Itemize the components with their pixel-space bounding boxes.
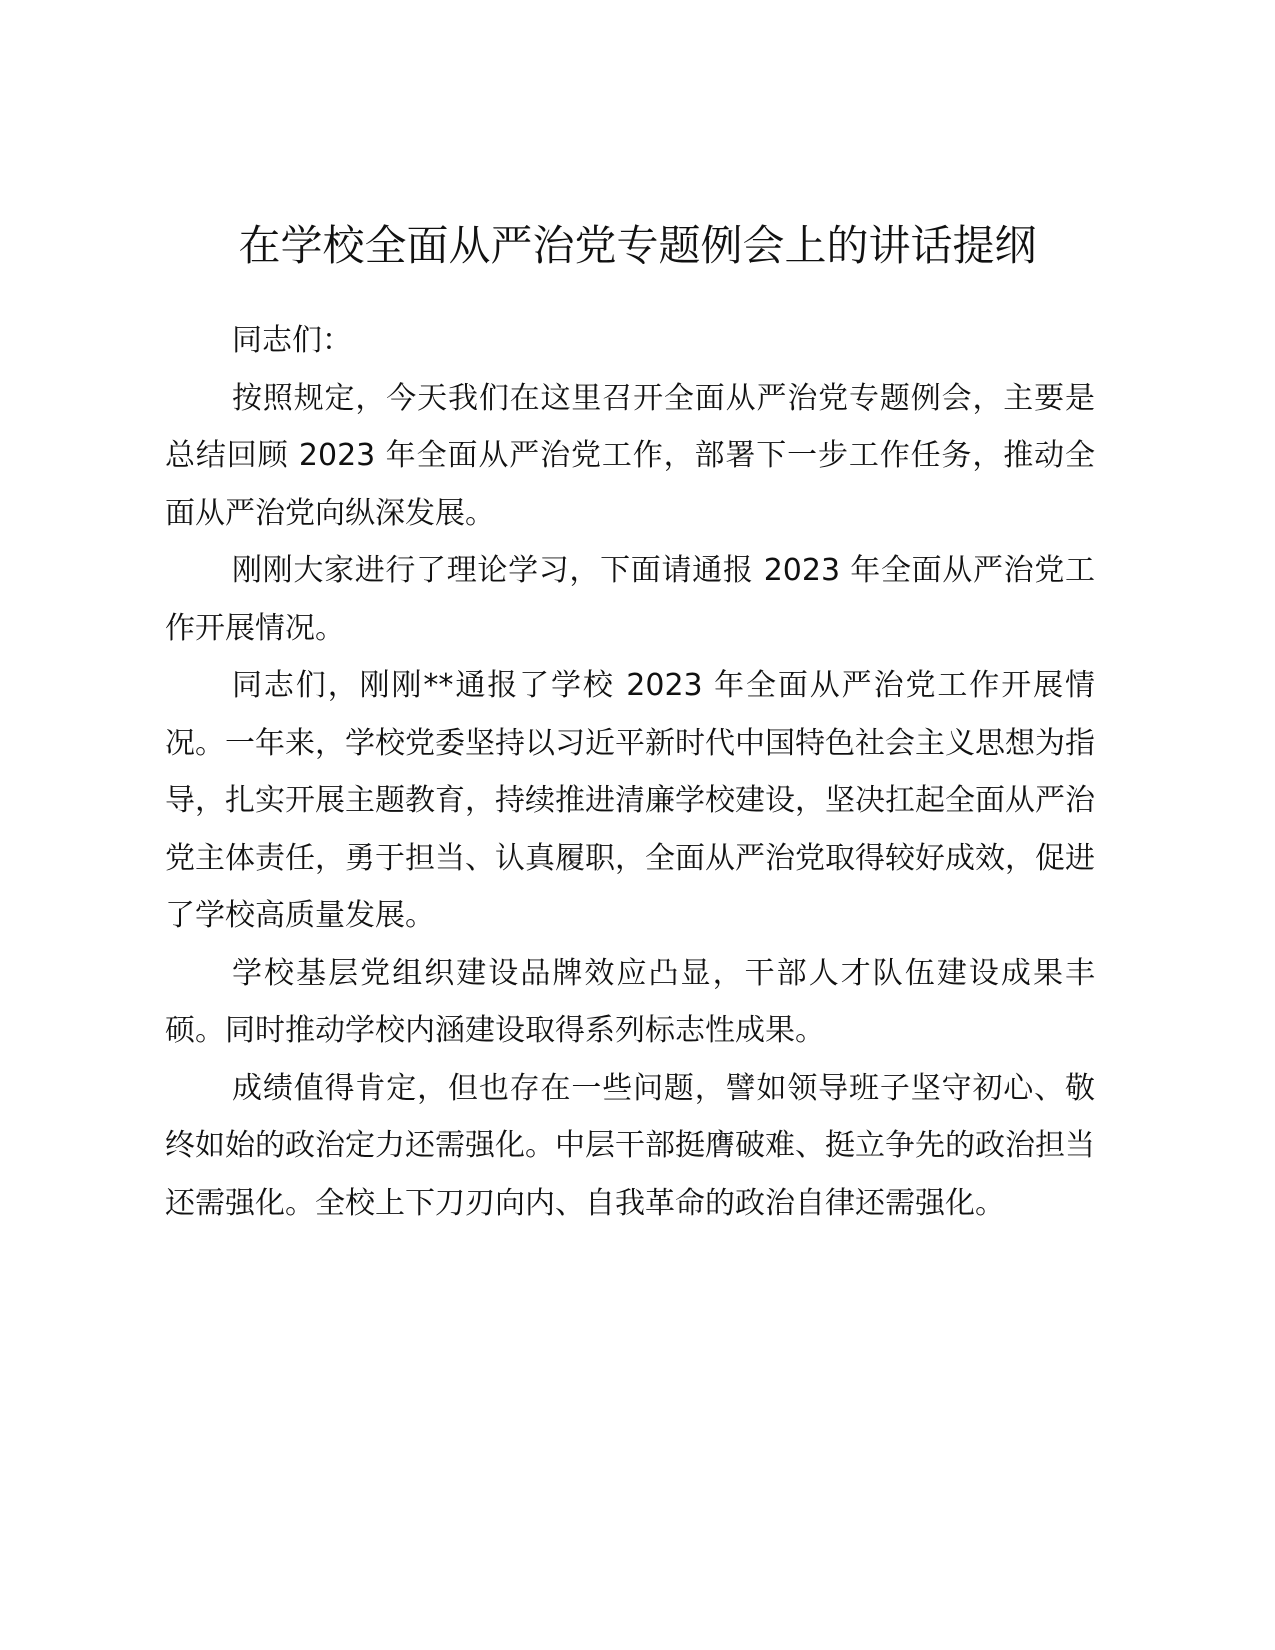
document-body bbox=[165, 312, 1095, 1232]
paragraph-problems: 成绩值得肯定，但也存在一些问题，譬如领导班子坚守初心、敬终如始的政治定力还需强化。中层干部挺膺破难、挺立争先的政治担当还需强化。全校上下刀刃向内、自我革命的政治自律还需强化。 bbox=[165, 1070, 1095, 1221]
paragraph-intro: 按照规定，今天我们在这里召开全面从严治党专题例会，主要是总结回顾 2023 年全面从严治党工作，部署下一步工作任务，推动全面从严治党向纵深发展。 bbox=[165, 380, 1095, 531]
salutation-paragraph: 同志们： bbox=[232, 323, 352, 358]
document-title: 在学校全面从严治党专题例会上的讲话提纲 bbox=[238, 221, 1037, 270]
paragraph-achievements: 学校基层党组织建设品牌效应凸显，干部人才队伍建设成果丰硕。同时推动学校内涵建设取得系列标志性成果。 bbox=[165, 955, 1095, 1048]
paragraph-study: 刚刚大家进行了理论学习，下面请通报 2023 年全面从严治党工作开展情况。 bbox=[165, 553, 1095, 646]
paragraph-summary: 同志们，刚刚**通报了学校 2023 年全面从严治党工作开展情况。一年来，学校党委坚持以习近平新时代中国特色社会主义思想为指导，扎实开展主题教育，持续推进清廉学校建设，坚决扛起全面从严治党主体责任，勇于担当、认真履职，全面从严治党取得较好成效，促进了学校高质量发展。 bbox=[165, 668, 1095, 933]
